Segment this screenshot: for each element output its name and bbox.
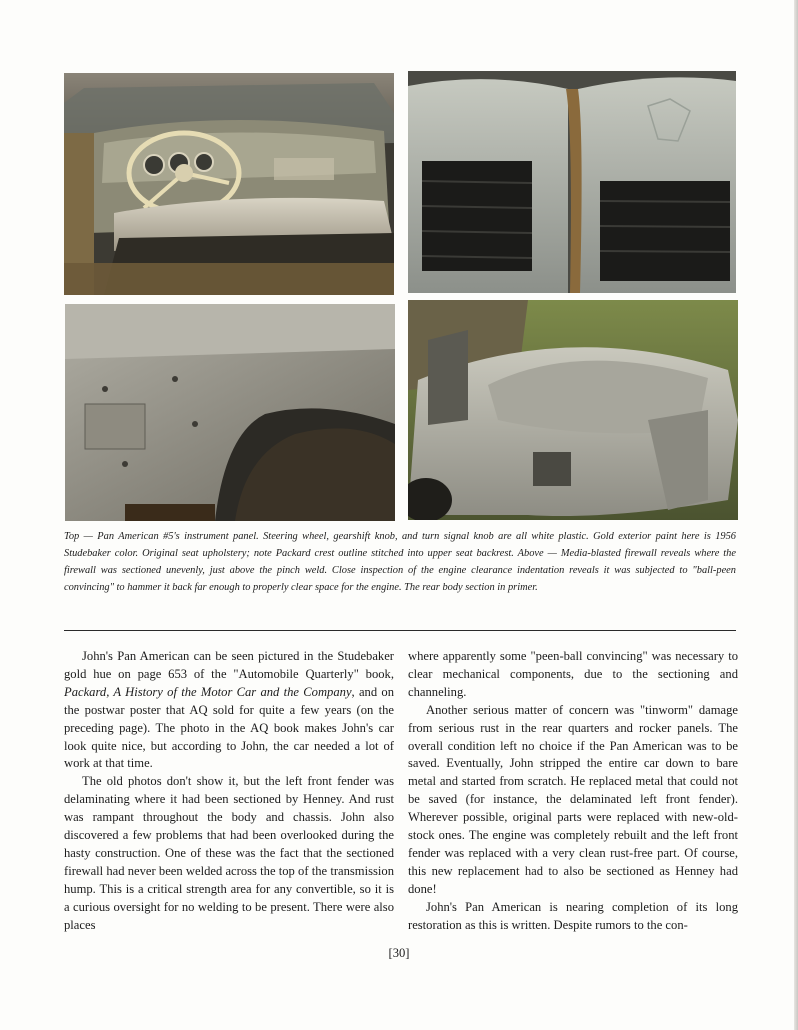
text-column-left bbox=[64, 648, 394, 935]
paragraph: John's Pan American can be seen pictured in the Studebaker gold hue on page 653 of the "Automobile Quarterly" book, Packard, A History of the Motor Car and the Company, and on the postwar poster that AQ sold for quite a few years (on the preceding page). The photo in the AQ book makes John's car look quite nice, but according to John, the car needed a lot of work at that time. bbox=[64, 649, 394, 771]
paragraph: The old photos don't show it, but the left front fender was delaminating where it had been sectioned by Henney. And rust was rampant throughout the body and chassis. John also discovered a few problems that had been overlooked during the hasty construction. One of these was the fact that the sectioned firewall had never been welded across the top of the transmission hump. This is a critical strength area for any convertible, so it is a curious oversight for no welding to be present. There were also places bbox=[64, 774, 394, 932]
photo-rear-body-primer bbox=[408, 300, 738, 520]
photo-instrument-panel bbox=[64, 73, 394, 295]
section-divider bbox=[64, 630, 736, 631]
page-number: [30] bbox=[388, 946, 410, 960]
paragraph: where apparently some "peen-ball convincing" was necessary to clear mechanical components, due to the sectioning and channeling. bbox=[408, 649, 738, 699]
text-column-right bbox=[408, 648, 738, 935]
photo-firewall bbox=[65, 304, 395, 521]
book-title: Packard, A History of the Motor Car and the Company bbox=[64, 684, 352, 699]
photo-seat-backrest bbox=[408, 71, 736, 293]
page-edge bbox=[794, 0, 798, 1030]
paragraph: John's Pan American is nearing completion of its long restoration as this is written. Despite rumors to the con- bbox=[408, 899, 738, 932]
photo-caption: Top — Pan American #5's instrument panel. Steering wheel, gearshift knob, and turn signal knob are all white plastic. Gold exterior paint here is 1956 Studebaker color. Original seat upholstery; note Packard crest outline stitched into upper seat backrest. Above — Media-blasted firewall reveals where the firewall was sectioned unevenly, just above the pinch weld. Close inspection of the engine clearance indentation reveals it was subjected to "ball-peen convincing" to hammer it back far enough to properly clear space for the engine. The rear body section in primer. bbox=[64, 531, 736, 593]
paragraph: Another serious matter of concern was "tinworm" damage from serious rust in the rear quarters and rocker panels. The overall condition left no choice if the Pan American was to be saved. Eventually, John stripped the entire car down to bare metal and started from scratch. He replaced metal that could not be saved (for instance, the delaminated left front fender). Wherever possible, original parts were replaced with new-old-stock ones. The engine was completely rebuilt and the left front fender was replaced with a very clean rust-free part. Of course, this new replacement had to also be sectioned as Henney had done! bbox=[408, 702, 738, 896]
